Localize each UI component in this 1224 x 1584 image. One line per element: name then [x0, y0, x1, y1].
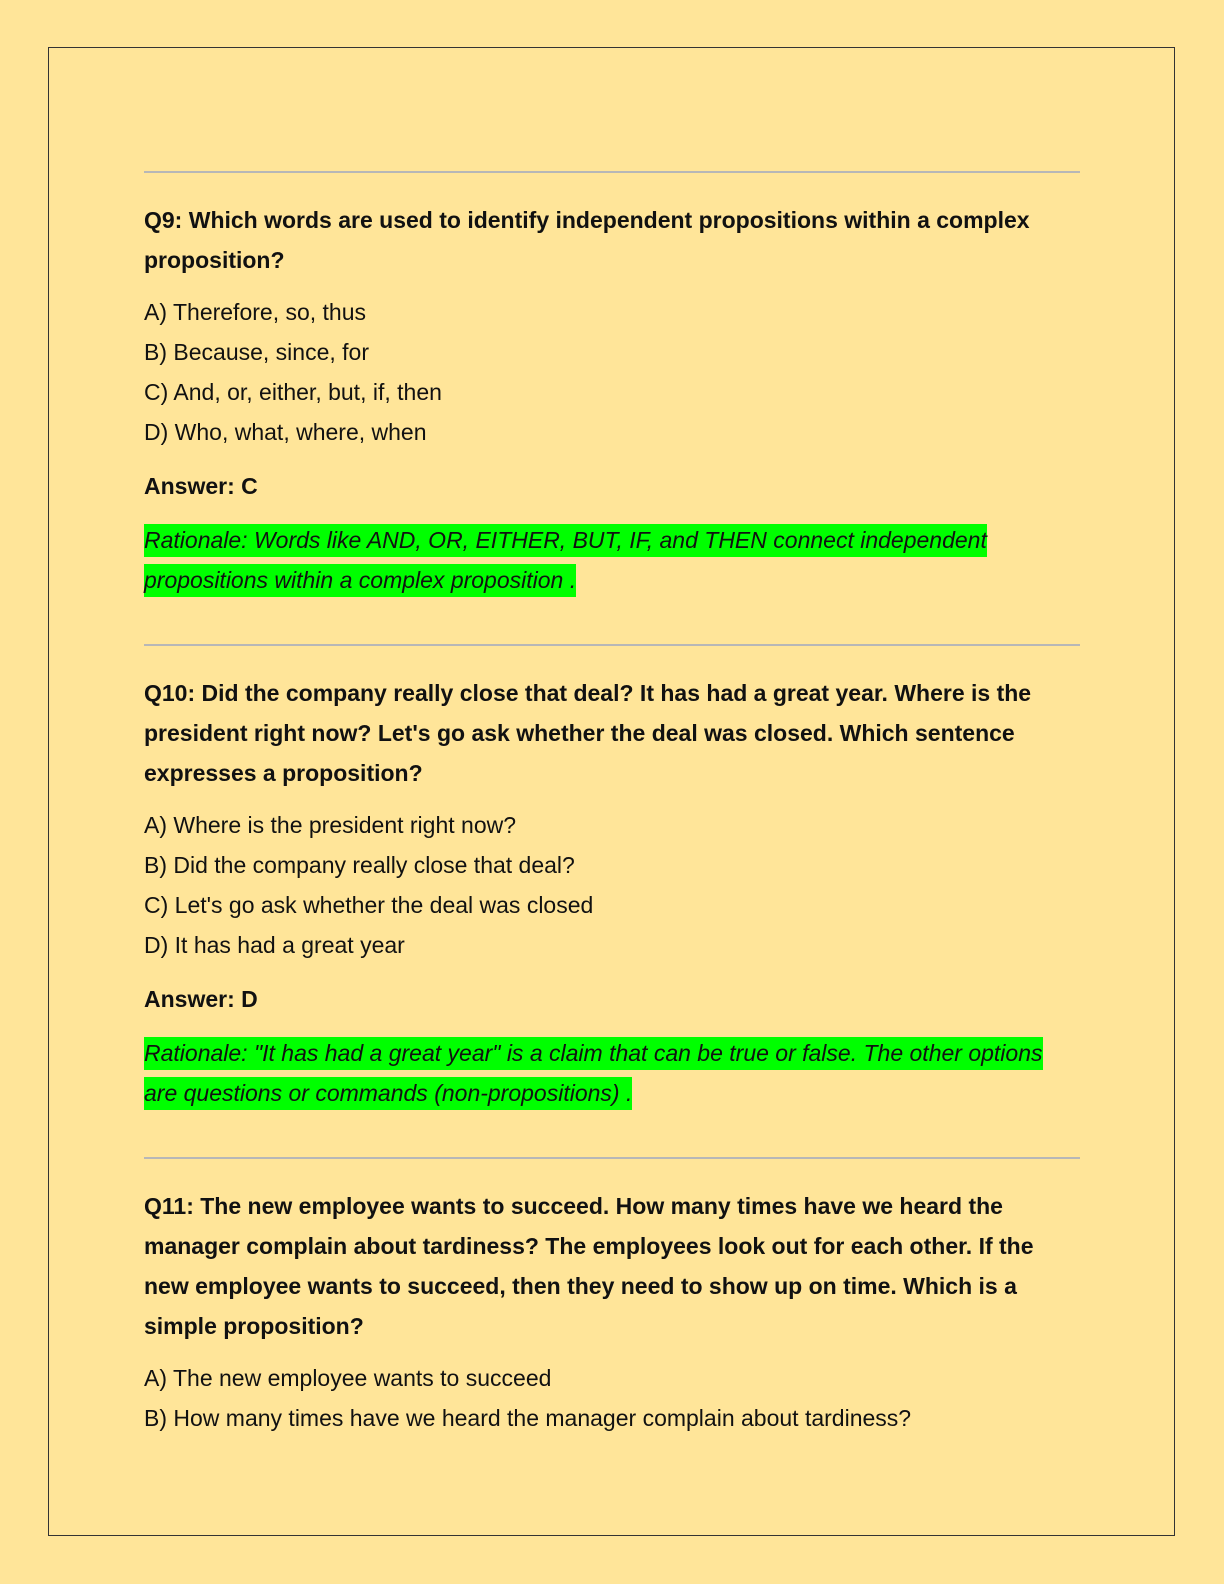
options-list: [144, 1358, 1080, 1438]
option-d: D) Who, what, where, when: [144, 419, 427, 445]
option-a: A) The new employee wants to succeed: [144, 1365, 552, 1391]
rationale-highlight: Rationale: Words like AND, OR, EITHER, BUT, IF, and THEN connect independent propositions within a complex proposition .: [144, 524, 987, 597]
options-list: [144, 292, 1080, 452]
option-b: B) Did the company really close that deal?: [144, 852, 575, 878]
section-divider: [144, 644, 1080, 646]
rationale-paragraph: [144, 1033, 1080, 1113]
question-block-q10: [144, 673, 1080, 1157]
question-text: Q10: Did the company really close that deal? It has had a great year. Where is the president right now? Let's go ask whether the deal was closed. Which sentence expresses a proposition?: [144, 680, 1032, 786]
document-content: [144, 171, 1080, 1438]
option-d: D) It has had a great year: [144, 932, 405, 958]
answer-text: Answer: D: [144, 986, 258, 1012]
option-a: A) Therefore, so, thus: [144, 299, 367, 325]
rationale-highlight: Rationale: "It has had a great year" is a claim that can be true or false. The other options are questions or commands (non-propositions) .: [144, 1037, 1043, 1110]
option-c: C) And, or, either, but, if, then: [144, 379, 442, 405]
question-text: Q11: The new employee wants to succeed. How many times have we heard the manager complain about tardiness? The employees look out for each other. If the new employee wants to succeed, then they need to show up on time. Which is a simple proposition?: [144, 1193, 1034, 1339]
question-block-q9: [144, 200, 1080, 644]
options-list: [144, 805, 1080, 965]
section-divider: [144, 171, 1080, 173]
option-c: C) Let's go ask whether the deal was closed: [144, 892, 594, 918]
question-text: Q9: Which words are used to identify independent propositions within a complex proposition?: [144, 207, 1030, 273]
option-b: B) How many times have we heard the manager complain about tardiness?: [144, 1405, 912, 1431]
answer-text: Answer: C: [144, 473, 258, 499]
question-block-q11: [144, 1186, 1080, 1438]
option-a: A) Where is the president right now?: [144, 812, 517, 838]
rationale-paragraph: [144, 520, 1080, 600]
option-b: B) Because, since, for: [144, 339, 369, 365]
section-divider: [144, 1157, 1080, 1159]
